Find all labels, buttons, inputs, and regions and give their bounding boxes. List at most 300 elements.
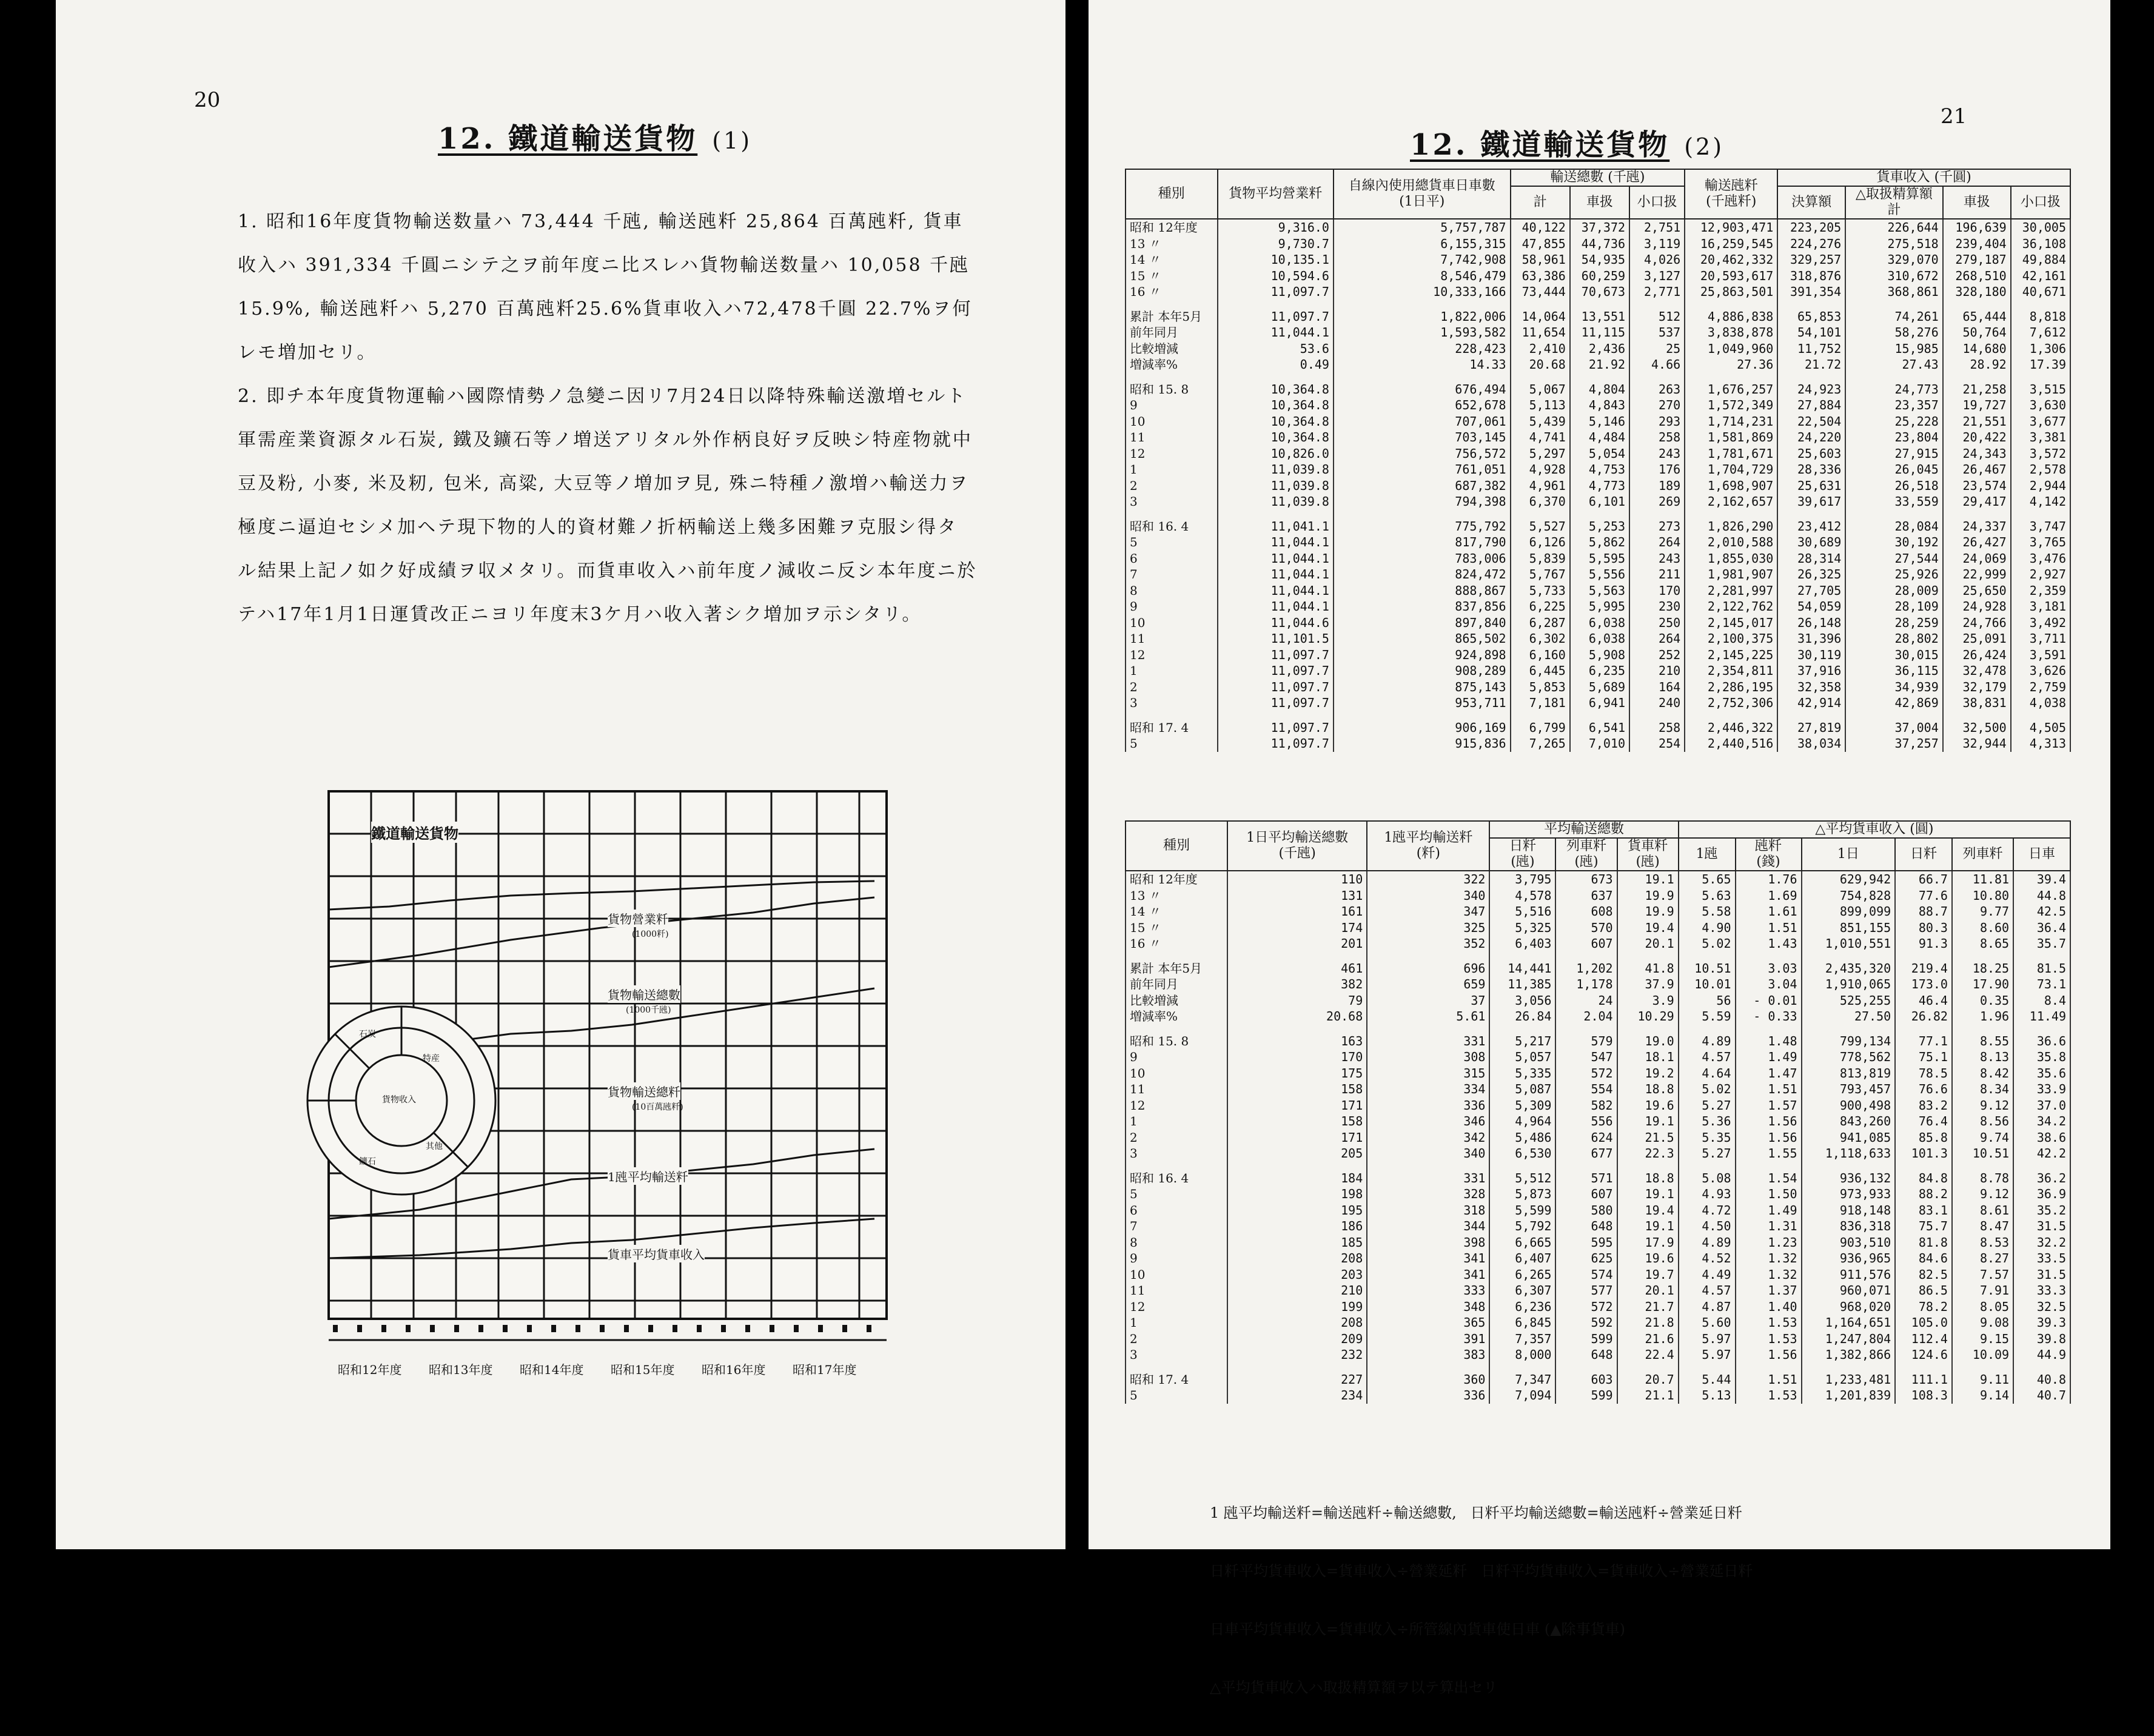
row-label: 6: [1126, 551, 1218, 567]
table-cell: 70,673: [1570, 284, 1629, 300]
table-row: [1126, 1033, 2070, 1050]
table-row: [1126, 478, 2070, 494]
table-cell: 230: [1629, 598, 1685, 615]
right-page: [1089, 0, 2110, 1696]
table-cell: 1,910,065: [1802, 976, 1896, 993]
table-cell: 3,838,878: [1685, 324, 1777, 341]
table-cell: 571: [1555, 1170, 1617, 1187]
table-cell: 707,061: [1334, 414, 1511, 430]
table-cell: 30,689: [1777, 534, 1845, 551]
table-cell: 17.9: [1617, 1235, 1679, 1251]
table-cell: 5.60: [1679, 1315, 1736, 1331]
footnotes: [1210, 1464, 1753, 1736]
table-cell: 50,764: [1943, 324, 2011, 341]
table-cell: 264: [1629, 534, 1685, 551]
table-cell: 14,441: [1489, 960, 1555, 977]
table-cell: 224,276: [1777, 236, 1845, 252]
table-cell: 4.52: [1679, 1250, 1736, 1267]
table-cell: 28,009: [1845, 583, 1943, 599]
table-cell: 936,132: [1802, 1170, 1896, 1187]
table-cell: 21.8: [1617, 1315, 1679, 1331]
table-cell: 696: [1367, 960, 1489, 977]
table-cell: 968,020: [1802, 1299, 1896, 1315]
table-cell: 40.8: [2013, 1372, 2070, 1388]
col-per-car: 貨車粁 (瓲): [1617, 838, 1679, 871]
table-cell: 176: [1629, 461, 1685, 478]
col-avg-revenue: △平均貨車收入 (圓): [1679, 821, 2070, 838]
line-chart: [268, 791, 959, 1386]
table-cell: 19.9: [1617, 888, 1679, 904]
table-cell: 10,364.8: [1218, 414, 1334, 430]
table-cell: 18.8: [1617, 1170, 1679, 1187]
table-cell: 11,041.1: [1218, 518, 1334, 535]
label-tonkm: 貨物輸送總粁: [608, 1082, 680, 1100]
footnote-3: 日車平均貨車收入=貨車收入÷所管線內貨車使日車 (▲除事貨車): [1210, 1621, 1626, 1638]
table-cell: 32.2: [2013, 1235, 2070, 1251]
table-cell: 778,562: [1802, 1049, 1896, 1065]
table-cell: 20.1: [1617, 936, 1679, 952]
table-cell: 22,999: [1943, 566, 2011, 583]
table-cell: 1.56: [1736, 1130, 1802, 1146]
table-cell: 11,097.7: [1218, 647, 1334, 663]
table-cell: 8.60: [1952, 920, 2013, 936]
table-cell: 5,862: [1570, 534, 1629, 551]
table-cell: 7.57: [1952, 1267, 2013, 1283]
table-cell: 211: [1629, 566, 1685, 583]
table-cell: 10.51: [1679, 960, 1736, 977]
table-cell: 0.35: [1952, 993, 2013, 1009]
table-row: [1126, 976, 2070, 993]
table-cell: 226,644: [1845, 219, 1943, 236]
table-cell: 158: [1227, 1113, 1367, 1130]
table-row: [1126, 236, 2070, 252]
table-row: [1126, 518, 2070, 535]
table-cell: 44.8: [2013, 888, 2070, 904]
table-cell: 201: [1227, 936, 1367, 952]
x-label-s13: 昭和13年度: [429, 1362, 493, 1377]
table-cell: 1.51: [1736, 1372, 1802, 1388]
table-cell: 761,051: [1334, 461, 1511, 478]
table-cell: 40,122: [1511, 219, 1570, 236]
table-cell: 11,044.1: [1218, 324, 1334, 341]
pie-center-label: 貨物收入: [382, 1095, 416, 1105]
row-spacer: [1126, 952, 2070, 960]
table-cell: 189: [1629, 478, 1685, 494]
table-row: [1126, 1113, 2070, 1130]
table-cell: 10.09: [1952, 1347, 2013, 1363]
table-cell: 228,423: [1334, 341, 1511, 357]
table-cell: 101.3: [1895, 1145, 1952, 1162]
table-cell: 26.84: [1489, 1008, 1555, 1025]
table-cell: 1.48: [1736, 1033, 1802, 1050]
table-cell: 185: [1227, 1235, 1367, 1251]
table-cell: 2,162,657: [1685, 494, 1777, 510]
table-cell: 331: [1367, 1033, 1489, 1050]
table-cell: 24,337: [1943, 518, 2011, 535]
table-cell: 2,752,306: [1685, 695, 1777, 711]
table-cell: 42,869: [1845, 695, 1943, 711]
table-row: [1126, 1186, 2070, 1202]
table-cell: 322: [1367, 871, 1489, 888]
table-cell: 7,347: [1489, 1372, 1555, 1388]
table-cell: 1.49: [1736, 1049, 1802, 1065]
table-cell: 4,313: [2011, 736, 2070, 752]
pie-label-coal: 石炭: [359, 1030, 376, 1039]
table-row: [1126, 551, 2070, 567]
table-cell: 3,056: [1489, 993, 1555, 1009]
table-cell: 22.4: [1617, 1347, 1679, 1363]
table-cell: 20.68: [1511, 357, 1570, 373]
table-cell: 205: [1227, 1145, 1367, 1162]
table-cell: 11,097.7: [1218, 284, 1334, 300]
table-cell: 11.81: [1952, 871, 2013, 888]
table-cell: 111.1: [1895, 1372, 1952, 1388]
table-cell: 163: [1227, 1033, 1367, 1050]
table-cell: 2,122,762: [1685, 598, 1777, 615]
table-cell: 254: [1629, 736, 1685, 752]
table-cell: 164: [1629, 679, 1685, 695]
row-label: 昭和 16. 4: [1126, 1170, 1227, 1187]
table-cell: 1,704,729: [1685, 461, 1777, 478]
table-cell: 35.8: [2013, 1049, 2070, 1065]
table-cell: 648: [1555, 1347, 1617, 1363]
table-cell: 4.57: [1679, 1049, 1736, 1065]
table-cell: 6,407: [1489, 1250, 1555, 1267]
table-cell: 11.49: [2013, 1008, 2070, 1025]
table-cell: 11,115: [1570, 324, 1629, 341]
table-cell: 81.5: [2013, 960, 2070, 977]
table-row: [1126, 1065, 2070, 1082]
table-row: [1126, 1218, 2070, 1235]
table-cell: 85.8: [1895, 1130, 1952, 1146]
table-cell: 173.0: [1895, 976, 1952, 993]
table-cell: 5,733: [1511, 583, 1570, 599]
table-cell: 580: [1555, 1202, 1617, 1219]
table-cell: 1,233,481: [1802, 1372, 1896, 1388]
table-cell: 39.8: [2013, 1331, 2070, 1347]
table-cell: 24,766: [1943, 615, 2011, 631]
table-cell: 8.13: [1952, 1049, 2013, 1065]
table-cell: 5,486: [1489, 1130, 1555, 1146]
row-label: 累計 本年5月: [1126, 309, 1218, 325]
row-label: 昭和 17. 4: [1126, 720, 1218, 736]
table-cell: 83.1: [1895, 1202, 1952, 1219]
col-per-train: 列車粁 (瓲): [1555, 838, 1617, 871]
table-cell: 21.72: [1777, 357, 1845, 373]
row-label: 10: [1126, 1267, 1227, 1283]
table-cell: 76.4: [1895, 1113, 1952, 1130]
table-cell: 9.74: [1952, 1130, 2013, 1146]
table-cell: 84.8: [1895, 1170, 1952, 1187]
table-cell: 19.1: [1617, 1113, 1679, 1130]
table-cell: 572: [1555, 1299, 1617, 1315]
table-cell: 3,677: [2011, 414, 2070, 430]
table-cell: 23,357: [1845, 397, 1943, 414]
table-cell: 38,034: [1777, 736, 1845, 752]
col-type: 種別: [1126, 821, 1227, 871]
table-cell: 3,127: [1629, 268, 1685, 284]
table-cell: 28,802: [1845, 631, 1943, 647]
table-cell: 5,908: [1570, 647, 1629, 663]
table-cell: 6,403: [1489, 936, 1555, 952]
table-cell: 794,398: [1334, 494, 1511, 510]
table-cell: 903,510: [1802, 1235, 1896, 1251]
freight-table-1: [1125, 169, 2071, 752]
table-cell: 2,771: [1629, 284, 1685, 300]
table-cell: 703,145: [1334, 429, 1511, 446]
table-cell: 4.93: [1679, 1186, 1736, 1202]
table-cell: 11,097.7: [1218, 736, 1334, 752]
table-cell: 10,135.1: [1218, 252, 1334, 268]
table-cell: 851,155: [1802, 920, 1896, 936]
title-main: 12. 鐵道輸送貨物: [438, 122, 698, 156]
table-cell: 24,923: [1777, 381, 1845, 398]
table-cell: 4.66: [1629, 357, 1685, 373]
table-cell: 6,287: [1511, 615, 1570, 631]
table-cell: 4,038: [2011, 695, 2070, 711]
table-cell: 6,236: [1489, 1299, 1555, 1315]
table-cell: 2,436: [1570, 341, 1629, 357]
table-row: [1126, 357, 2070, 373]
table-cell: 973,933: [1802, 1186, 1896, 1202]
table-cell: 624: [1555, 1130, 1617, 1146]
table-cell: 6,370: [1511, 494, 1570, 510]
table-cell: 77.1: [1895, 1033, 1952, 1050]
table-cell: 25,650: [1943, 583, 2011, 599]
x-label-s14: 昭和14年度: [520, 1362, 584, 1377]
table-cell: 66.7: [1895, 871, 1952, 888]
table-row: [1126, 663, 2070, 679]
row-label: 16 〃: [1126, 284, 1218, 300]
table-cell: 25,228: [1845, 414, 1943, 430]
table-cell: 817,790: [1334, 534, 1511, 551]
table-cell: 336: [1367, 1098, 1489, 1114]
table-cell: 342: [1367, 1130, 1489, 1146]
freight-table-2: [1125, 820, 2071, 1404]
table-row: [1126, 429, 2070, 446]
table-cell: 60,259: [1570, 268, 1629, 284]
table-cell: 9,316.0: [1218, 219, 1334, 236]
table-cell: 318,876: [1777, 268, 1845, 284]
table-cell: 18.25: [1952, 960, 2013, 977]
table-cell: 1.43: [1736, 936, 1802, 952]
table-row: [1126, 446, 2070, 462]
table-cell: 1,593,582: [1334, 324, 1511, 341]
table-cell: 21,258: [1943, 381, 2011, 398]
table-row: [1126, 936, 2070, 952]
table-cell: 11,044.6: [1218, 615, 1334, 631]
table-cell: 24,343: [1943, 446, 2011, 462]
table-cell: 607: [1555, 936, 1617, 952]
table-cell: 1.32: [1736, 1250, 1802, 1267]
table-row: [1126, 679, 2070, 695]
table-row: [1126, 341, 2070, 357]
x-label-s15: 昭和15年度: [611, 1362, 675, 1377]
table-row: [1126, 1250, 2070, 1267]
table-cell: 5,689: [1570, 679, 1629, 695]
table-cell: 8.53: [1952, 1235, 2013, 1251]
table-row: [1126, 381, 2070, 398]
page-title: [1410, 121, 1724, 163]
table-cell: 19.2: [1617, 1065, 1679, 1082]
table-cell: 7,742,908: [1334, 252, 1511, 268]
table-row: [1126, 960, 2070, 977]
table-cell: 1,306: [2011, 341, 2070, 357]
table-cell: 6,541: [1570, 720, 1629, 736]
unit-tonnage: (1000千瓲): [626, 1005, 671, 1015]
table-cell: 26,424: [1943, 647, 2011, 663]
row-label: 昭和 12年度: [1126, 219, 1218, 236]
table-cell: 4,753: [1570, 461, 1629, 478]
table-cell: 19.6: [1617, 1250, 1679, 1267]
table-cell: 556: [1555, 1113, 1617, 1130]
table-cell: 46.4: [1895, 993, 1952, 1009]
table-cell: 5,146: [1570, 414, 1629, 430]
table-cell: - 0.33: [1736, 1008, 1802, 1025]
table-cell: 174: [1227, 920, 1367, 936]
table-cell: 525,255: [1802, 993, 1896, 1009]
table-cell: 344: [1367, 1218, 1489, 1235]
table-cell: 383: [1367, 1347, 1489, 1363]
table-cell: 40.7: [2013, 1387, 2070, 1404]
label-operating-km: 貨物營業粁: [608, 910, 668, 927]
table-cell: 1,981,907: [1685, 566, 1777, 583]
table-cell: 23,412: [1777, 518, 1845, 535]
row-label: 昭和 17. 4: [1126, 1372, 1227, 1388]
row-label: 1: [1126, 1113, 1227, 1130]
table-cell: 33.5: [2013, 1250, 2070, 1267]
table-cell: 10.51: [1952, 1145, 2013, 1162]
table-cell: 5.02: [1679, 1081, 1736, 1098]
table-cell: 38.6: [2013, 1130, 2070, 1146]
row-label: 9: [1126, 397, 1218, 414]
table-cell: 582: [1555, 1098, 1617, 1114]
table-row: [1126, 284, 2070, 300]
table-cell: 21.92: [1570, 357, 1629, 373]
row-label: 8: [1126, 583, 1218, 599]
table-cell: 275,518: [1845, 236, 1943, 252]
x-label-s16: 昭和16年度: [702, 1362, 766, 1377]
table-row: [1126, 1081, 2070, 1098]
table-cell: 595: [1555, 1235, 1617, 1251]
table-cell: 5,853: [1511, 679, 1570, 695]
table-cell: 20,462,332: [1685, 252, 1777, 268]
table-cell: 21.6: [1617, 1331, 1679, 1347]
table-cell: 273: [1629, 518, 1685, 535]
col-rev-small: 小口扱: [2011, 186, 2070, 219]
pie-label-special: 特産: [423, 1054, 440, 1064]
row-label: 2: [1126, 478, 1218, 494]
table-row: [1126, 647, 2070, 663]
table-cell: 26,148: [1777, 615, 1845, 631]
table-cell: 20,593,617: [1685, 268, 1777, 284]
table-cell: 37,916: [1777, 663, 1845, 679]
table-cell: 37.9: [1617, 976, 1679, 993]
table-cell: 3,626: [2011, 663, 2070, 679]
row-spacer: [1126, 300, 2070, 309]
table-cell: 2,751: [1629, 219, 1685, 236]
table-row: [1126, 534, 2070, 551]
table-row: [1126, 1299, 2070, 1315]
table-cell: 42,914: [1777, 695, 1845, 711]
table-cell: 25,603: [1777, 446, 1845, 462]
table-cell: 30,015: [1845, 647, 1943, 663]
table-cell: 1.76: [1736, 871, 1802, 888]
table-cell: 328: [1367, 1186, 1489, 1202]
table-cell: 574: [1555, 1267, 1617, 1283]
table-cell: 26.82: [1895, 1008, 1952, 1025]
table-cell: 599: [1555, 1331, 1617, 1347]
table-cell: 24,069: [1943, 551, 2011, 567]
table-row: [1126, 1008, 2070, 1025]
table-cell: 2,354,811: [1685, 663, 1777, 679]
table-cell: 49,884: [2011, 252, 2070, 268]
row-label: 5: [1126, 534, 1218, 551]
row-spacer: [1126, 373, 2070, 381]
table-cell: 32,179: [1943, 679, 2011, 695]
table-cell: 26,467: [1943, 461, 2011, 478]
unit-tonkm: (10百萬瓲粁): [632, 1102, 683, 1112]
table-cell: 84.6: [1895, 1250, 1952, 1267]
table-cell: 4,578: [1489, 888, 1555, 904]
table-cell: 1.49: [1736, 1202, 1802, 1219]
table-cell: 14,064: [1511, 309, 1570, 325]
table-cell: 310,672: [1845, 268, 1943, 284]
table-row: [1126, 1331, 2070, 1347]
table-cell: 32,500: [1943, 720, 2011, 736]
table-cell: 5,335: [1489, 1065, 1555, 1082]
table-cell: 13,551: [1570, 309, 1629, 325]
table-cell: 210: [1227, 1282, 1367, 1299]
table-cell: 547: [1555, 1049, 1617, 1065]
table-cell: 3,765: [2011, 534, 2070, 551]
table-cell: 4,804: [1570, 381, 1629, 398]
table-row: [1126, 397, 2070, 414]
table-cell: 9.14: [1952, 1387, 2013, 1404]
col-revenue: 貨車收入 (千圓): [1777, 169, 2070, 186]
row-label: 14 〃: [1126, 903, 1227, 920]
row-spacer: [1126, 510, 2070, 518]
table-row: [1126, 309, 2070, 325]
table-cell: 6,799: [1511, 720, 1570, 736]
table-cell: 352: [1367, 936, 1489, 952]
col-per-day2: 1日: [1802, 838, 1896, 871]
table-cell: 1.53: [1736, 1387, 1802, 1404]
row-label: 1: [1126, 663, 1218, 679]
table-cell: 170: [1629, 583, 1685, 599]
table-cell: 783,006: [1334, 551, 1511, 567]
table-cell: 199: [1227, 1299, 1367, 1315]
table-cell: 15,985: [1845, 341, 1943, 357]
table-row: [1126, 1387, 2070, 1404]
row-label: 8: [1126, 1235, 1227, 1251]
table-cell: 33.9: [2013, 1081, 2070, 1098]
table-cell: 2,010,588: [1685, 534, 1777, 551]
table-cell: 900,498: [1802, 1098, 1896, 1114]
col-total: 計: [1511, 186, 1570, 219]
row-label: 9: [1126, 1250, 1227, 1267]
table-cell: 3.04: [1736, 976, 1802, 993]
row-label: 16 〃: [1126, 936, 1227, 952]
table-cell: 3,476: [2011, 551, 2070, 567]
table-cell: 19.4: [1617, 1202, 1679, 1219]
table-cell: 652,678: [1334, 397, 1511, 414]
table-cell: 18.1: [1617, 1049, 1679, 1065]
table-cell: 341: [1367, 1267, 1489, 1283]
table-cell: 27.50: [1802, 1008, 1896, 1025]
table-cell: 73.1: [2013, 976, 2070, 993]
table-cell: 2,100,375: [1685, 631, 1777, 647]
